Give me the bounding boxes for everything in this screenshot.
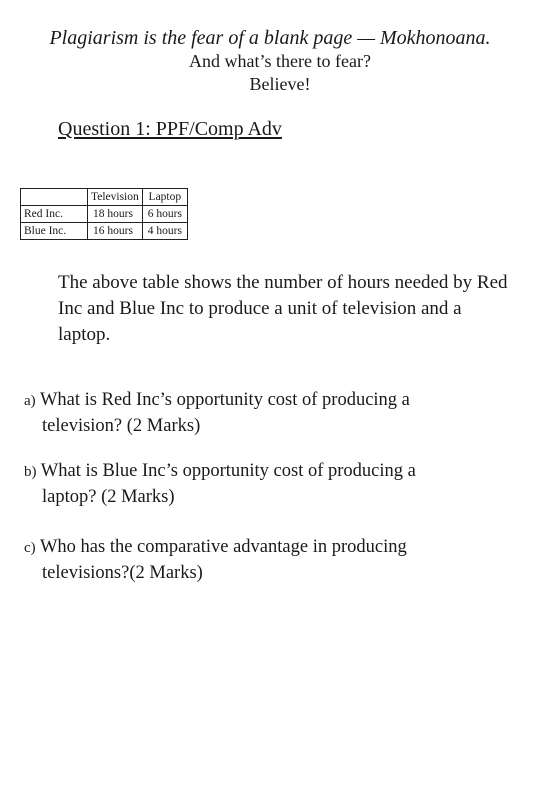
question-b-label: b) [24,464,37,480]
cell-blue-television: 16 hours [88,223,143,240]
epigraph-line-3: Believe! [249,74,311,94]
table-row [21,223,188,240]
epigraph-quote: Plagiarism is the fear of a blank page — Mokhonoana. [49,27,491,49]
question-c [24,535,504,586]
cell-red-laptop: 6 hours [142,206,187,223]
table-description: The above table shows the number of hours needed by Red Inc and Blue Inc to produce a unit of television and a laptop. [58,272,508,345]
question-b [24,459,504,510]
column-header-television: Television [88,189,143,206]
hours-table [20,188,188,240]
cell-red-television: 18 hours [88,206,143,223]
question-c-line-2: televisions?(2 Marks) [42,563,203,583]
table-row [21,206,188,223]
cell-blue-laptop: 4 hours [142,223,187,240]
question-a-line-2: television? (2 Marks) [42,416,201,436]
question-title: Question 1: PPF/Comp Adv [58,118,282,140]
table-corner-cell [21,189,88,206]
question-c-label: c) [24,540,36,556]
question-b-line-2: laptop? (2 Marks) [42,487,175,507]
row-label-red-inc: Red Inc. [21,206,88,223]
question-a-line-1: What is Red Inc’s opportunity cost of producing a [39,390,410,410]
question-b-line-1: What is Blue Inc’s opportunity cost of producing a [40,461,416,481]
question-a-label: a) [24,393,36,409]
row-label-blue-inc: Blue Inc. [21,223,88,240]
table-header-row [21,189,188,206]
column-header-laptop: Laptop [142,189,187,206]
question-c-line-1: Who has the comparative advantage in producing [39,537,407,557]
epigraph-line-2: And what’s there to fear? [189,51,371,71]
question-a [24,388,504,439]
